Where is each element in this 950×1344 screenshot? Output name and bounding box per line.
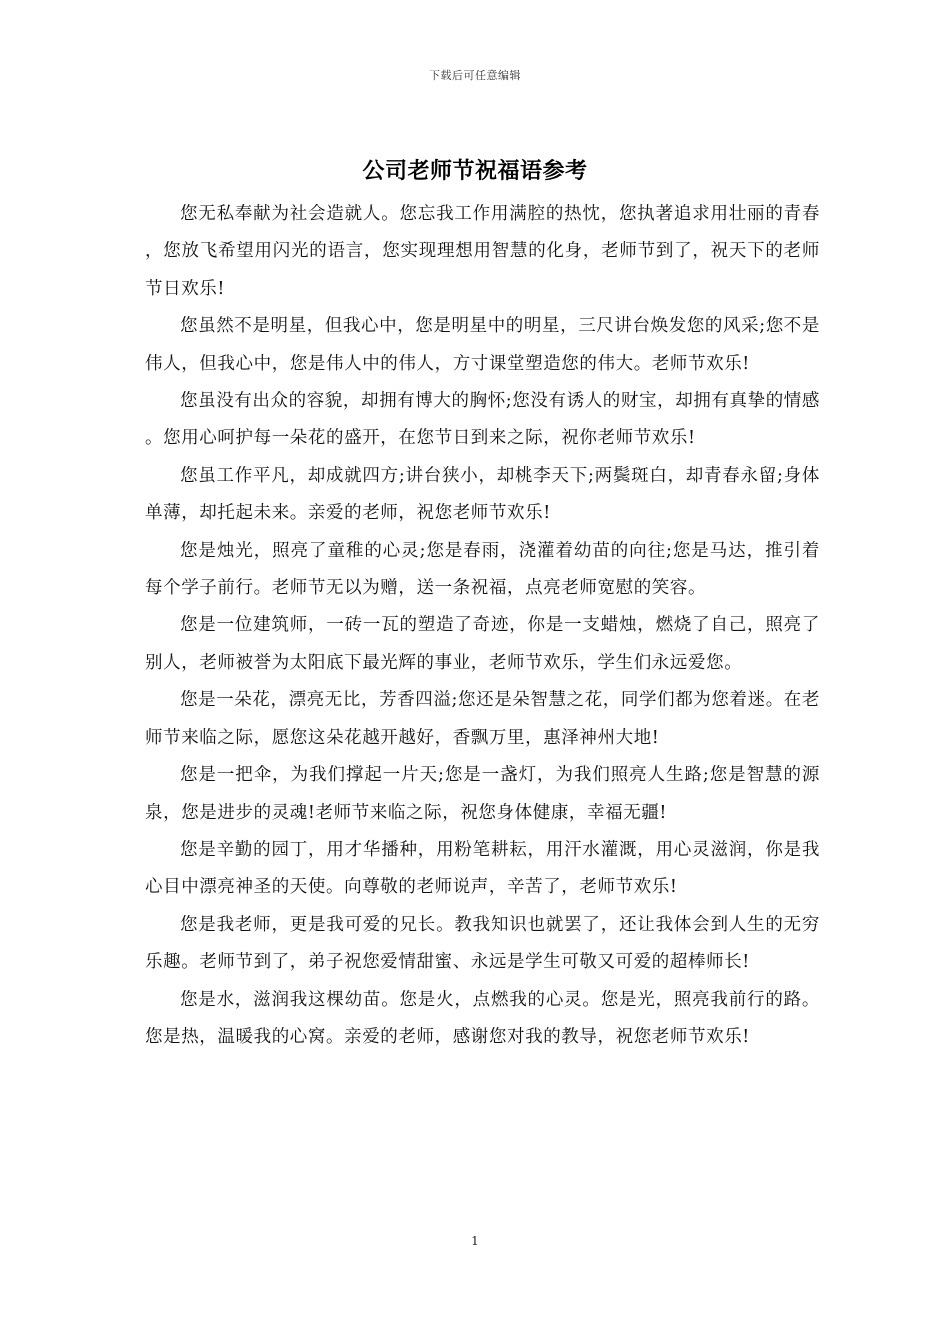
paragraph: 您无私奉献为社会造就人。您忘我工作用满腔的热忱，您执著追求用壮丽的青春，您放飞希望用闪光的语言，您实现理想用智慧的化身，老师节到了，祝天下的老师节日欢乐! (145, 204, 820, 299)
paragraph: 您是一位建筑师，一砖一瓦的塑造了奇迹，你是一支蜡烛，燃烧了自己，照亮了别人，老师被誉为太阳底下最光辉的事业，老师节欢乐，学生们永远爱您。 (145, 615, 820, 673)
paragraph: 您是烛光，照亮了童稚的心灵;您是春雨，浇灌着幼苗的向往;您是马达，推引着每个学子前行。老师节无以为赠，送一条祝福，点亮老师宽慰的笑容。 (145, 540, 820, 599)
paragraph: 您虽然不是明星，但我心中，您是明星中的明星，三尺讲台焕发您的风采;您不是伟人，但我心中，您是伟人中的伟人，方寸课堂塑造您的伟大。老师节欢乐! (145, 316, 820, 374)
paragraph: 您是一朵花，漂亮无比，芳香四溢;您还是朵智慧之花，同学们都为您着迷。在老师节来临之际，愿您这朵花越开越好，香飘万里，惠泽神州大地! (145, 690, 820, 748)
paragraph: 您是一把伞，为我们撑起一片天;您是一盏灯，为我们照亮人生路;您是智慧的源泉，您是进步的灵魂!老师节来临之际，祝您身体健康，幸福无疆! (145, 765, 820, 823)
paragraph: 您虽没有出众的容貌，却拥有博大的胸怀;您没有诱人的财宝，却拥有真挚的情感。您用心呵护每一朵花的盛开，在您节日到来之际，祝你老师节欢乐! (145, 391, 820, 449)
paragraph: 您是辛勤的园丁，用才华播种，用粉笔耕耘，用汗水灌溉，用心灵滋润，你是我心目中漂亮神圣的天使。向尊敬的老师说声，辛苦了，老师节欢乐! (145, 839, 820, 898)
paragraph: 您是我老师，更是我可爱的兄长。教我知识也就罢了，还让我体会到人生的无穷乐趣。老师节到了，弟子祝您爱情甜蜜、永远是学生可敬又可爱的超棒师长! (145, 914, 820, 973)
paragraph: 您虽工作平凡，却成就四方;讲台狭小，却桃李天下;两鬓斑白，却青春永留;身体单薄，却托起未来。亲爱的老师，祝您老师节欢乐! (145, 465, 820, 524)
document-title: 公司老师节祝福语参考 (362, 158, 588, 184)
paragraph: 您是水，滋润我这棵幼苗。您是火，点燃我的心灵。您是光，照亮我前行的路。您是热，温暖我的心窝。亲爱的老师，感谢您对我的教导，祝您老师节欢乐! (145, 989, 820, 1047)
document-body (145, 196, 820, 1056)
page-header: 下载后可任意编辑 (429, 69, 521, 82)
page-number: 1 (471, 1234, 479, 1248)
